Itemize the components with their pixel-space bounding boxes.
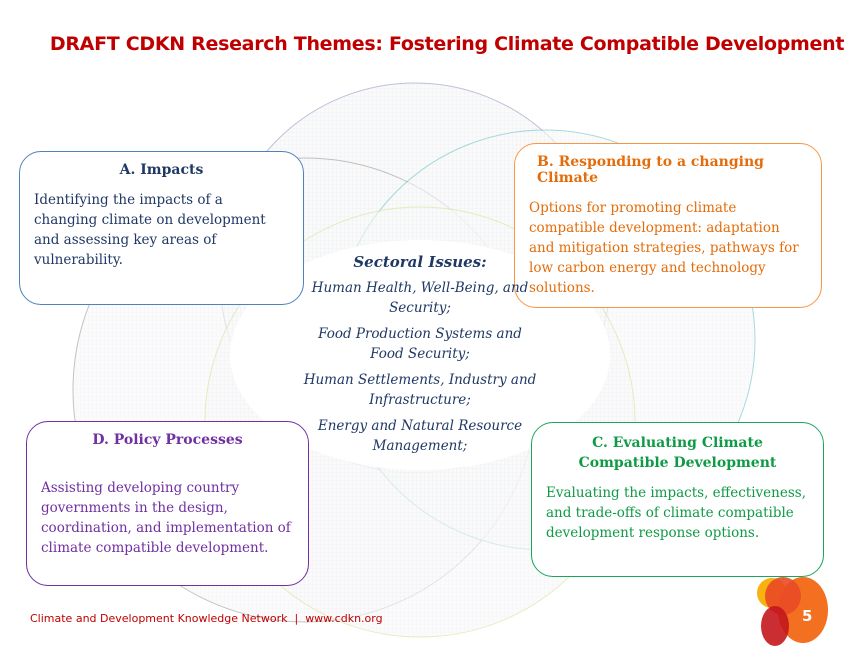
- theme-text: Assisting developing country governments in the design, coordination, and implementation of climate compatible development.: [41, 480, 291, 556]
- cdkn-logo: [757, 577, 828, 646]
- theme-title: A. Impacts: [119, 162, 204, 178]
- theme-text: Evaluating the impacts, effectiveness, and trade-offs of climate compatible development response options.: [546, 485, 806, 541]
- footer-org: Climate and Development Knowledge Network: [30, 612, 288, 625]
- theme-text: Identifying the impacts of a changing climate on development and assessing key areas of vulnerability.: [34, 192, 266, 268]
- footer-separator: |: [294, 612, 299, 625]
- theme-d-policy: [26, 421, 309, 586]
- sectoral-item: Human Settlements, Industry and Infrastructure;: [303, 372, 537, 408]
- sectoral-heading: Sectoral Issues:: [353, 253, 487, 271]
- sectoral-item: Food Production Systems and Food Security;: [318, 326, 522, 362]
- theme-title: B. Responding to a changing Climate: [537, 154, 764, 186]
- theme-text: Options for promoting climate compatible development: adaptation and mitigation strategies, pathways for low carbon energy and technology solutions.: [529, 200, 799, 296]
- theme-c-evaluating: [531, 422, 824, 577]
- sectoral-item: Energy and Natural Resource Management;: [317, 418, 523, 454]
- footer: [30, 612, 383, 625]
- theme-title: C. Evaluating Climate Compatible Development: [578, 435, 777, 471]
- slide-title: DRAFT CDKN Research Themes: Fostering Climate Compatible Development: [49, 33, 845, 55]
- theme-b-responding: [514, 143, 822, 308]
- sectoral-item: Human Health, Well-Being, and Security;: [311, 280, 529, 316]
- sectoral-issues: [300, 252, 540, 462]
- theme-a-impacts: [19, 151, 304, 305]
- theme-title: D. Policy Processes: [92, 432, 243, 448]
- page-number: 5: [802, 607, 813, 625]
- footer-url[interactable]: www.cdkn.org: [305, 612, 383, 625]
